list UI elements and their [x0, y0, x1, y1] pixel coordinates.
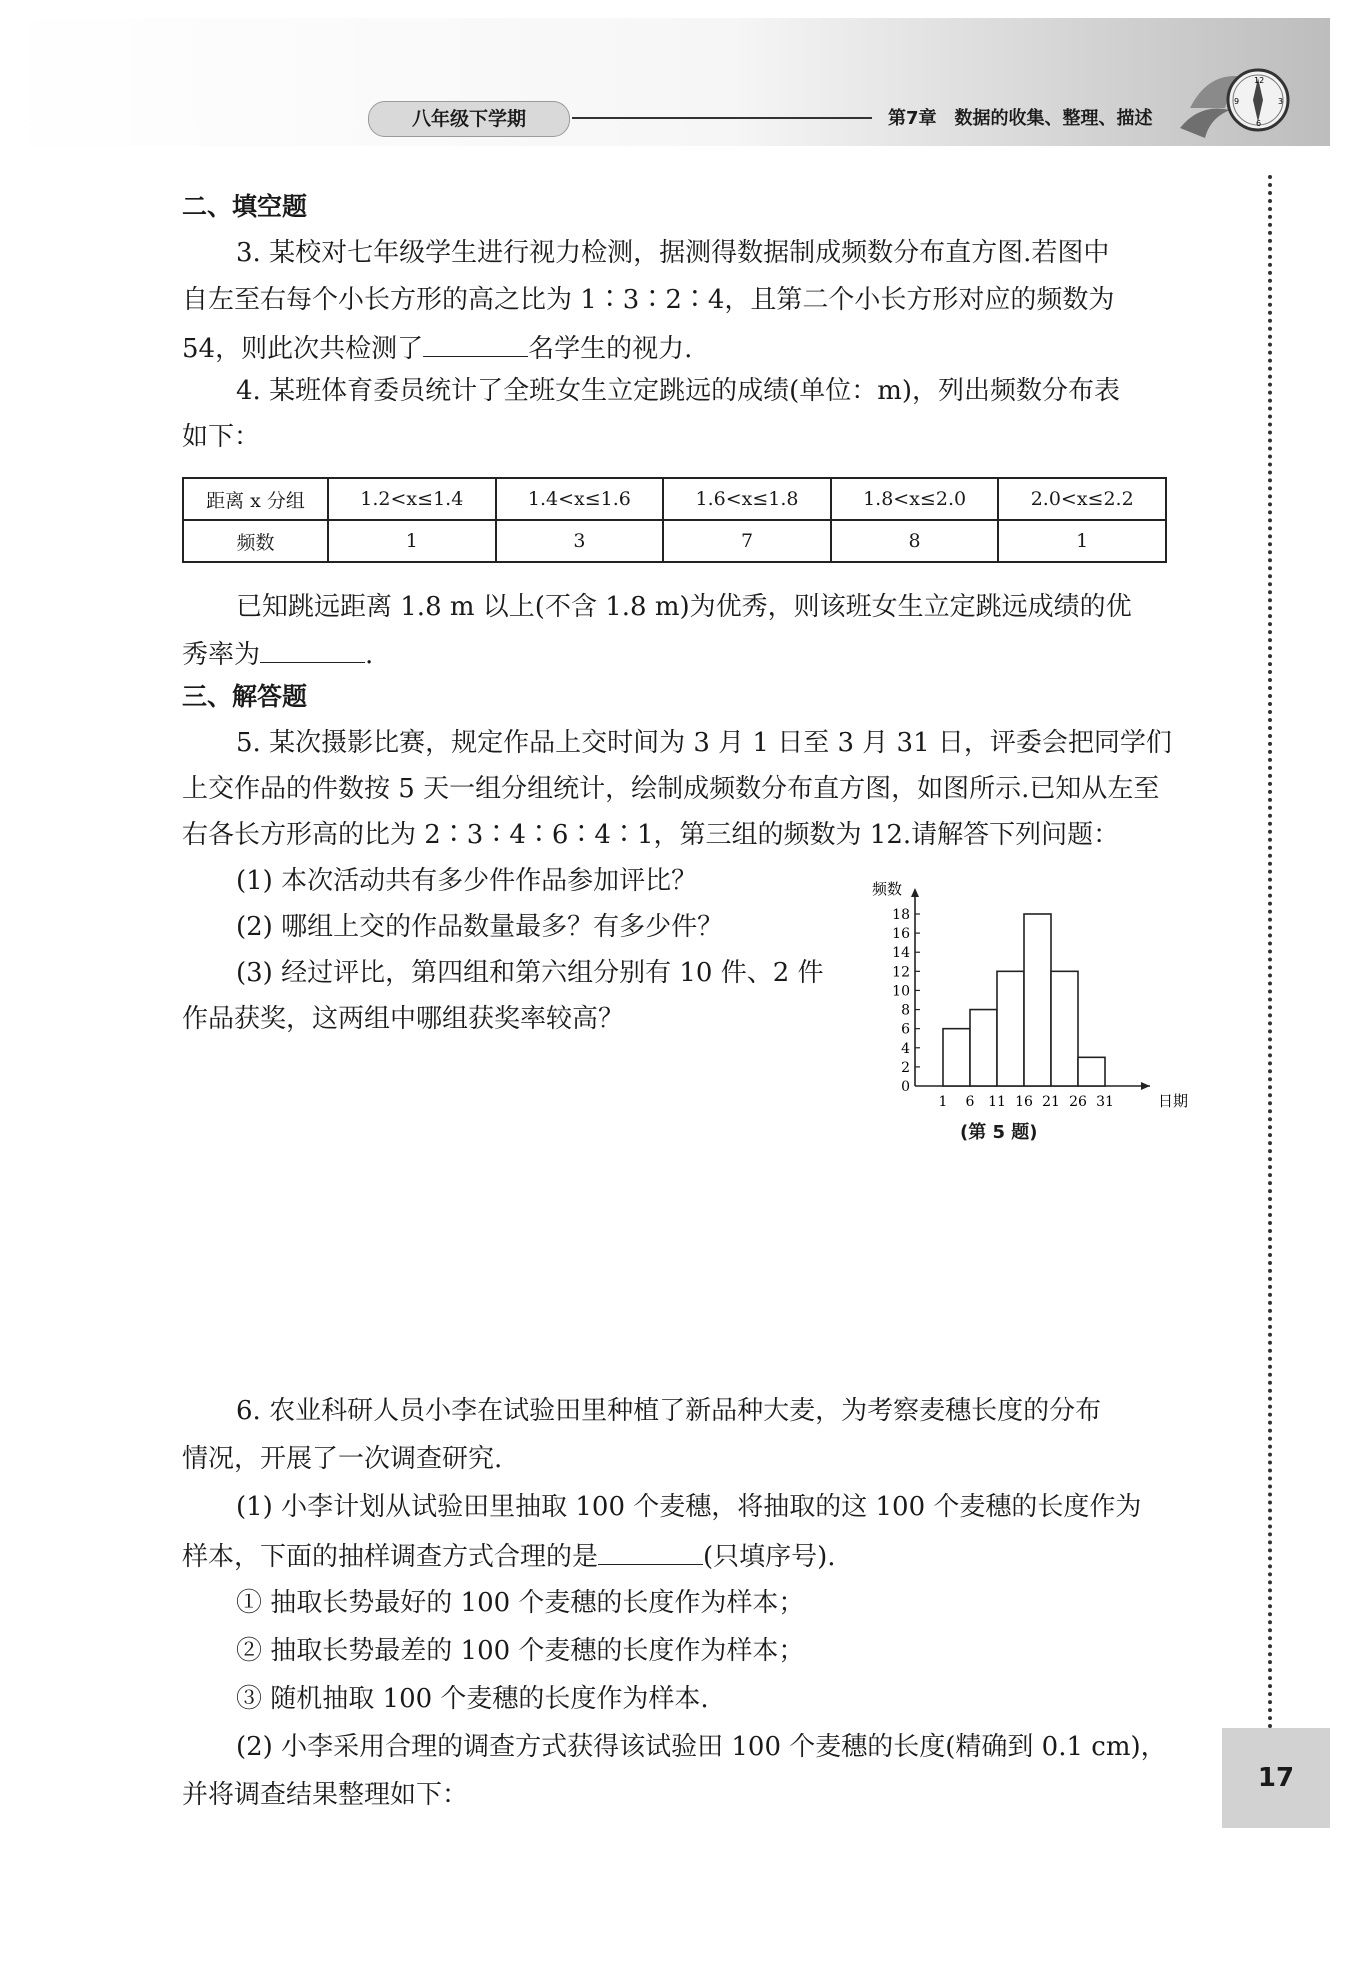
figure-caption: (第 5 题) — [960, 1122, 1038, 1143]
x-tick-label: 16 — [1015, 1094, 1033, 1110]
table-row — [183, 520, 1166, 562]
table-row — [183, 478, 1166, 520]
y-axis-label: 频数 — [872, 880, 903, 898]
table-cell: 距离 x 分组 — [183, 478, 328, 520]
page-number: 17 — [1222, 1728, 1330, 1828]
q4-line-3: 已知跳远距离 1.8 m 以上(不含 1.8 m)为优秀，则该班女生立定跳远成绩的优 — [236, 592, 1132, 622]
q5-line-1: 5. 某次摄影比赛，规定作品上交时间为 3 月 1 日至 3 月 31 日，评委会把同学们 — [236, 728, 1172, 758]
q4-line-2: 如下： — [182, 422, 261, 452]
q6-option-2: ② 抽取长势最差的 100 个麦穗的长度作为样本； — [236, 1636, 805, 1666]
table-cell: 2.0<x≤2.2 — [998, 478, 1166, 520]
q3-line-3-start: 54，则此次共检测了 — [182, 334, 424, 364]
q6-option-1: ① 抽取长势最好的 100 个麦穗的长度作为样本； — [236, 1588, 805, 1618]
q4-answer-blank[interactable] — [260, 636, 365, 663]
margin-dotted-rule — [1268, 175, 1272, 1730]
q5-sub-3-cont: 作品获奖，这两组中哪组获奖率较高？ — [182, 1004, 625, 1034]
chapter-title: 第7章 数据的收集、整理、描述 — [888, 108, 1153, 129]
histogram-bar — [970, 1010, 997, 1086]
x-axis-label: 日期 — [1158, 1092, 1189, 1110]
svg-text:6: 6 — [1256, 119, 1262, 128]
q6-line-5: (2) 小李采用合理的调查方式获得该试验田 100 个麦穗的长度(精确到 0.1 cm)， — [236, 1732, 1167, 1762]
frequency-table — [182, 477, 1167, 563]
histogram-bar — [1051, 971, 1078, 1086]
q6-line-1: 6. 农业科研人员小李在试验田里种植了新品种大麦，为考察麦穗长度的分布 — [236, 1396, 1102, 1426]
q6-line-4-start: 样本，下面的抽样调查方式合理的是 — [182, 1542, 599, 1572]
table-cell: 7 — [663, 520, 831, 562]
table-cell: 1.4<x≤1.6 — [496, 478, 664, 520]
q6-line-4-end: (只填序号). — [703, 1542, 836, 1572]
histogram-bar — [1078, 1057, 1105, 1086]
y-tick-label: 8 — [901, 1002, 910, 1019]
q3-line-3-end: 名学生的视力. — [528, 334, 693, 364]
runner-compass-icon — [1170, 48, 1300, 146]
q4-line-4-start: 秀率为 — [182, 640, 261, 670]
section-solve-heading: 三、解答题 — [182, 682, 308, 711]
table-cell: 8 — [831, 520, 999, 562]
y-tick-label: 18 — [892, 907, 910, 923]
y-tick-label: 12 — [892, 964, 910, 981]
x-tick-label: 1 — [938, 1094, 948, 1110]
y-tick-label: 6 — [901, 1021, 910, 1038]
q3-answer-blank[interactable] — [423, 330, 528, 357]
q5-sub-3: (3) 经过评比，第四组和第六组分别有 10 件、2 件 — [236, 958, 824, 988]
q5-sub-1: (1) 本次活动共有多少件作品参加评比？ — [236, 866, 698, 896]
q5-line-3: 右各长方形高的比为 2∶3∶4∶6∶4∶1，第三组的频数为 12.请解答下列问题： — [182, 820, 1120, 850]
histogram-bar — [1024, 914, 1051, 1086]
y-tick-label: 0 — [901, 1079, 910, 1095]
y-tick-label: 14 — [892, 945, 910, 962]
histogram-bar — [997, 971, 1024, 1086]
q5-sub-2: (2) 哪组上交的作品数量最多？有多少件？ — [236, 912, 724, 942]
table-cell: 1.2<x≤1.4 — [328, 478, 496, 520]
y-tick-label: 16 — [892, 926, 910, 943]
table-cell: 1.8<x≤2.0 — [831, 478, 999, 520]
histogram-bar — [943, 1029, 970, 1086]
x-tick-label: 21 — [1042, 1094, 1060, 1110]
q3-line-1: 3. 某校对七年级学生进行视力检测，据测得数据制成频数分布直方图.若图中 — [236, 238, 1110, 268]
section-fill-blank-heading: 二、填空题 — [182, 192, 308, 221]
q6-answer-blank[interactable] — [598, 1538, 703, 1565]
grade-label: 八年级下学期 — [368, 101, 570, 137]
x-tick-label: 11 — [988, 1094, 1006, 1110]
q3-line-2: 自左至右每个小长方形的高之比为 1∶3∶2∶4，且第二个小长方形对应的频数为 — [182, 285, 1115, 315]
x-axis-arrow — [1141, 1082, 1150, 1090]
q4-line-1: 4. 某班体育委员统计了全班女生立定跳远的成绩(单位：m)，列出频数分布表 — [236, 376, 1121, 406]
svg-text:12: 12 — [1254, 76, 1265, 85]
table-cell: 1 — [328, 520, 496, 562]
q3-line-3 — [182, 330, 692, 366]
table-cell: 3 — [496, 520, 664, 562]
svg-text:3: 3 — [1278, 97, 1284, 106]
y-axis-arrow — [911, 888, 919, 897]
y-tick-label: 10 — [892, 983, 910, 1000]
q6-line-4 — [182, 1538, 836, 1574]
q6-line-2: 情况，开展了一次调查研究. — [182, 1444, 503, 1474]
table-cell: 频数 — [183, 520, 328, 562]
y-tick-label: 4 — [901, 1040, 910, 1057]
x-tick-label: 26 — [1069, 1094, 1087, 1110]
x-tick-label: 6 — [965, 1094, 975, 1110]
q6-option-3: ③ 随机抽取 100 个麦穗的长度作为样本. — [236, 1684, 709, 1714]
q6-line-3: (1) 小李计划从试验田里抽取 100 个麦穗，将抽取的这 100 个麦穗的长度作为 — [236, 1492, 1142, 1522]
x-tick-label: 31 — [1096, 1094, 1114, 1110]
q5-line-2: 上交作品的件数按 5 天一组分组统计，绘制成频数分布直方图，如图所示.已知从左至 — [182, 774, 1160, 804]
q6-line-6: 并将调查结果整理如下： — [182, 1780, 469, 1810]
q4-line-4-end: . — [365, 640, 374, 670]
svg-text:9: 9 — [1234, 97, 1240, 106]
histogram-chart — [860, 878, 1189, 1113]
q4-line-4 — [182, 636, 373, 672]
table-cell: 1.6<x≤1.8 — [663, 478, 831, 520]
y-tick-label: 2 — [901, 1059, 910, 1076]
header-rule — [572, 117, 872, 119]
table-cell: 1 — [998, 520, 1166, 562]
